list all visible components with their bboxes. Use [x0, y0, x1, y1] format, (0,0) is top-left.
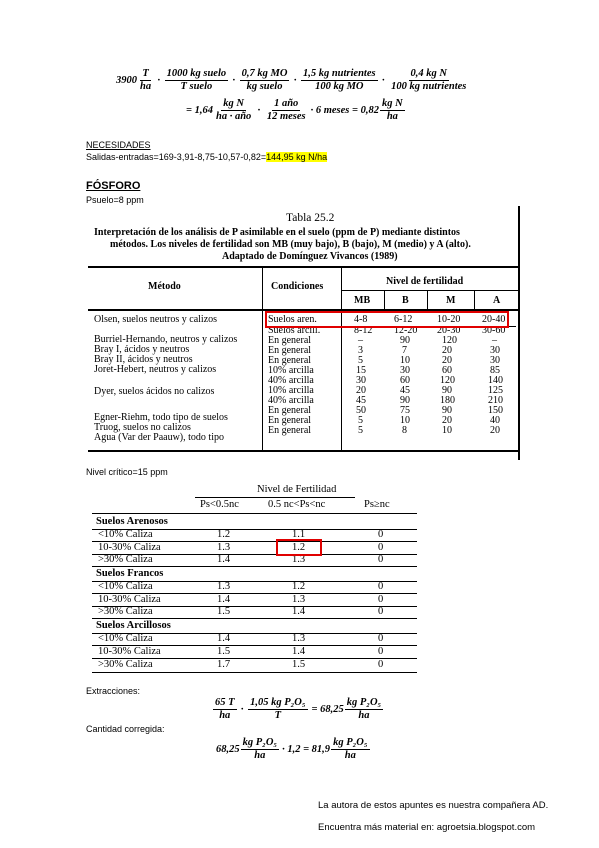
cond-cell: En general [268, 425, 312, 436]
value-high: 0 [378, 542, 384, 553]
b-cell: 10 [400, 355, 410, 366]
value-high: 0 [378, 529, 384, 540]
table-25-2 [88, 206, 520, 460]
method-olsen: Olsen, suelos neutros y calizos [94, 314, 218, 325]
mb-cell: 5 [358, 415, 363, 426]
b-cell: 60 [400, 375, 410, 386]
value-low: 1.5 [217, 606, 231, 617]
table-caption-2: métodos. Los niveles de fertilidad son MB (muy bajo), B (bajo), M (medio) y A (alto). [110, 239, 471, 250]
fraction: $\frac{\text{kg P₂O₅}}{ha}$ [333, 737, 368, 761]
value-high: 0 [378, 659, 384, 670]
extracciones-formula: $\frac{65 T}{ha}$ · $\frac{\text{1,05 kg P₂O₅}}{T}$ = 68,25 $\frac{\text{kg P₂O₅}}{ha}$ [215, 697, 382, 721]
group-francos: Suelos Francos [96, 568, 164, 579]
m-cell: 20 [442, 345, 452, 356]
table-caption-3: Adaptado de Domínguez Vivancos (1989) [222, 251, 398, 262]
corregida-lead: 68,25 [216, 744, 240, 755]
m-cell: 120 [442, 335, 457, 346]
cond-cell: En general [268, 355, 312, 366]
corregida-result: · 1,2 = 81,9 [282, 744, 331, 755]
header-condiciones: Condiciones [271, 281, 324, 292]
value-low: 1.7 [217, 659, 231, 670]
method-bray1: Bray I, ácidos y neutros [94, 344, 190, 355]
selected-factor-box [276, 539, 322, 556]
m-cell: 90 [442, 385, 452, 396]
calc-mid: · 6 meses = 0,82 [310, 105, 380, 116]
b-cell: 10 [400, 415, 410, 426]
b-cell: 90 [400, 395, 410, 406]
calc-line-2: = 1,64 $\frac{\text{kg N}}{\text{ha · año}}$ · $\frac{\text{1 año}}{\text{12 meses}}$ · 6 meses = 0,82 $\frac{\text{kg N}}{ha}$ [186, 98, 403, 122]
row-label: <10% Caliza [98, 529, 153, 540]
col-header-low: Ps<0.5nc [200, 499, 239, 510]
b-cell: 90 [400, 335, 410, 346]
mb-cell: 45 [356, 395, 366, 406]
a-cell: 20 [490, 425, 500, 436]
value-mid: 1.3 [292, 633, 306, 644]
a-cell: – [492, 335, 497, 346]
row-label: 10-30% Caliza [98, 542, 161, 553]
m-cell: 60 [442, 365, 452, 376]
method-truog: Truog, suelos no calizos [94, 422, 191, 433]
b-cell: 7 [402, 345, 407, 356]
mb-cell: 15 [356, 365, 366, 376]
row-label: 10-30% Caliza [98, 646, 161, 657]
necesidades-heading: NECESIDADES [86, 140, 151, 150]
b-cell: 45 [400, 385, 410, 396]
m-cell: 20 [442, 415, 452, 426]
fraction: $\frac{\text{kg N}}{ha}$ [382, 98, 403, 122]
cond-cell: 40% arcilla [268, 375, 314, 386]
row-label: 10-30% Caliza [98, 594, 161, 605]
necesidades-text [86, 152, 327, 162]
value-low: 1.4 [217, 594, 231, 605]
value-mid: 1.4 [292, 646, 306, 657]
method-dyer: Dyer, suelos ácidos no calizos [94, 386, 215, 397]
b-cell: 8 [402, 425, 407, 436]
value-high: 0 [378, 646, 384, 657]
m-cell: 120 [440, 375, 455, 386]
method-bray2: Bray II, ácidos y neutros [94, 354, 193, 365]
fraction: $\frac{\text{kg P₂O₅}}{ha}$ [242, 737, 278, 761]
cond-cell: En general [268, 345, 312, 356]
value-mid: 1.2 [292, 581, 306, 592]
value-mid: 1.1 [292, 529, 306, 540]
necesidades-result: 144,95 kg N/ha [266, 152, 328, 162]
mb-cell: 20 [356, 385, 366, 396]
a-cell: 140 [488, 375, 503, 386]
col-header-mid: 0.5 nc<Ps<nc [268, 499, 326, 510]
psuelo-text: Psuelo=8 ppm [86, 195, 144, 205]
a-cell: 40 [490, 415, 500, 426]
row-label: <10% Caliza [98, 581, 153, 592]
header-nivel-fertilidad: Nivel de Fertilidad [257, 484, 337, 495]
mb-cell: 8-12 [354, 325, 373, 336]
a-cell: 150 [488, 405, 503, 416]
nivel-critico-text: Nivel crítico=15 ppm [86, 467, 168, 477]
fraction: $\frac{\text{0,4 kg N}}{\text{100 kg nutrientes}}$ [391, 68, 467, 92]
m-cell: 20-30 [437, 325, 461, 336]
value-mid: 1.2 [292, 542, 306, 553]
header-nivel: Nivel de fertilidad [386, 276, 464, 287]
cond-cell: En general [268, 415, 312, 426]
a-cell: 30 [490, 355, 500, 366]
row-label: <10% Caliza [98, 633, 153, 644]
method-burriel: Burriel-Hernando, neutros y calizos [94, 334, 238, 345]
mb-cell: 30 [356, 375, 366, 386]
header-m: M [446, 295, 456, 306]
fraction: $\frac{T}{ha}$ [140, 68, 152, 92]
a-cell: 20-40 [482, 314, 506, 325]
value-high: 0 [378, 581, 384, 592]
fosforo-heading: FÓSFORO [86, 180, 141, 192]
value-low: 1.4 [217, 554, 231, 565]
cond-cell: Suelos aren. [268, 314, 317, 325]
mb-cell: 4-8 [354, 314, 368, 325]
extracciones-label: Extracciones: [86, 686, 141, 696]
value-high: 0 [378, 633, 384, 644]
fraction: $\frac{\text{0,7 kg MO}}{\text{kg suelo}}$ [241, 68, 288, 92]
footer-link[interactable]: Encuentra más material en: agroetsia.blogspot.com [318, 822, 536, 833]
fraction: $\frac{\text{1000 kg suelo}}{\text{T suelo}}$ [166, 68, 227, 92]
m-cell: 20 [442, 355, 452, 366]
row-label: >30% Caliza [98, 606, 153, 617]
b-cell: 12-20 [394, 325, 418, 336]
mb-cell: 3 [358, 345, 363, 356]
method-agua: Agua (Var der Paauw), todo tipo [94, 432, 224, 443]
mb-cell: 5 [358, 425, 363, 436]
value-low: 1.3 [217, 542, 231, 553]
value-high: 0 [378, 606, 384, 617]
extracciones-result: = 68,25 [311, 704, 344, 715]
row-label: >30% Caliza [98, 554, 153, 565]
cond-cell: 10% arcilla [268, 365, 314, 376]
value-mid: 1.3 [292, 554, 306, 565]
value-mid: 1.5 [292, 659, 306, 670]
calc-lead: 3900 [116, 75, 137, 86]
fraction: $\frac{65 T}{ha}$ [215, 697, 235, 721]
table-caption-1: Interpretación de los análisis de P asimilable en el suelo (ppm de P) mediante distintos [94, 227, 460, 238]
a-cell: 30 [490, 345, 500, 356]
value-mid: 1.3 [292, 594, 306, 605]
a-cell: 85 [490, 365, 500, 376]
footer-author: La autora de estos apuntes es nuestra compañera AD. [318, 800, 549, 811]
m-cell: 10-20 [437, 314, 461, 325]
fraction: $\frac{\text{1,05 kg P₂O₅}}{T}$ [250, 697, 306, 721]
necesidades-formula: Salidas-entradas=169-3,91-8,75-10,57-0,82= [86, 152, 267, 162]
mb-cell: 5 [358, 355, 363, 366]
col-header-high: Ps≥nc [364, 499, 390, 510]
calc-line-1: 3900 $\frac{T}{ha}$ · $\frac{\text{1000 kg suelo}}{\text{T suelo}}$ · $\frac{\text{0,7 kg MO}}{\text{kg suelo}}$ · $\frac{\text{1,5 kg nutrientes}}{\text{100 kg MO}}$ · $\frac{\text{0,4 kg N}}{\text{100 kg nutrientes}}$ [116, 68, 467, 92]
b-cell: 30 [400, 365, 410, 376]
cond-cell: En general [268, 335, 312, 346]
a-cell: 30-60 [482, 325, 506, 336]
calc-result: = 1,64 [186, 105, 213, 116]
m-cell: 10 [442, 425, 452, 436]
table-title: Tabla 25.2 [286, 212, 335, 224]
value-high: 0 [378, 554, 384, 565]
fraction: $\frac{\text{kg P₂O₅}}{ha}$ [346, 697, 382, 721]
cond-cell: Suelos arcill. [268, 325, 321, 336]
row-label: >30% Caliza [98, 659, 153, 670]
value-mid: 1.4 [292, 606, 306, 617]
fraction: $\frac{\text{1,5 kg nutrientes}}{\text{100 kg MO}}$ [302, 68, 376, 92]
header-b: B [402, 295, 409, 306]
cond-cell: 40% arcilla [268, 395, 314, 406]
method-egner: Egner-Riehm, todo tipo de suelos [94, 412, 228, 423]
value-low: 1.3 [217, 581, 231, 592]
fertility-factor-table [90, 480, 420, 676]
mb-cell: 50 [356, 405, 366, 416]
mb-cell: – [358, 335, 363, 346]
header-a: A [493, 295, 501, 306]
a-cell: 210 [488, 395, 503, 406]
corregida-formula [216, 737, 371, 762]
fraction: $\frac{\text{1 año}}{\text{12 meses}}$ [266, 98, 306, 122]
b-cell: 75 [400, 405, 410, 416]
a-cell: 125 [488, 385, 503, 396]
fraction: $\frac{\text{kg N}}{\text{ha · año}}$ [215, 98, 252, 122]
value-low: 1.2 [217, 529, 231, 540]
header-mb: MB [354, 295, 371, 306]
cond-cell: En general [268, 405, 312, 416]
group-arenosos: Suelos Arenosos [96, 516, 168, 527]
method-joret: Joret-Hebert, neutros y calizos [94, 364, 217, 375]
b-cell: 6-12 [394, 314, 413, 325]
value-low: 1.5 [217, 646, 231, 657]
cond-cell: 10% arcilla [268, 385, 314, 396]
m-cell: 180 [440, 395, 455, 406]
m-cell: 90 [442, 405, 452, 416]
cantidad-corregida-label: Cantidad corregida: [86, 724, 165, 734]
value-high: 0 [378, 594, 384, 605]
header-metodo: Método [148, 281, 181, 292]
olsen-highlight-box [265, 311, 509, 328]
group-arcillosos: Suelos Arcillosos [96, 620, 171, 631]
value-low: 1.4 [217, 633, 231, 644]
